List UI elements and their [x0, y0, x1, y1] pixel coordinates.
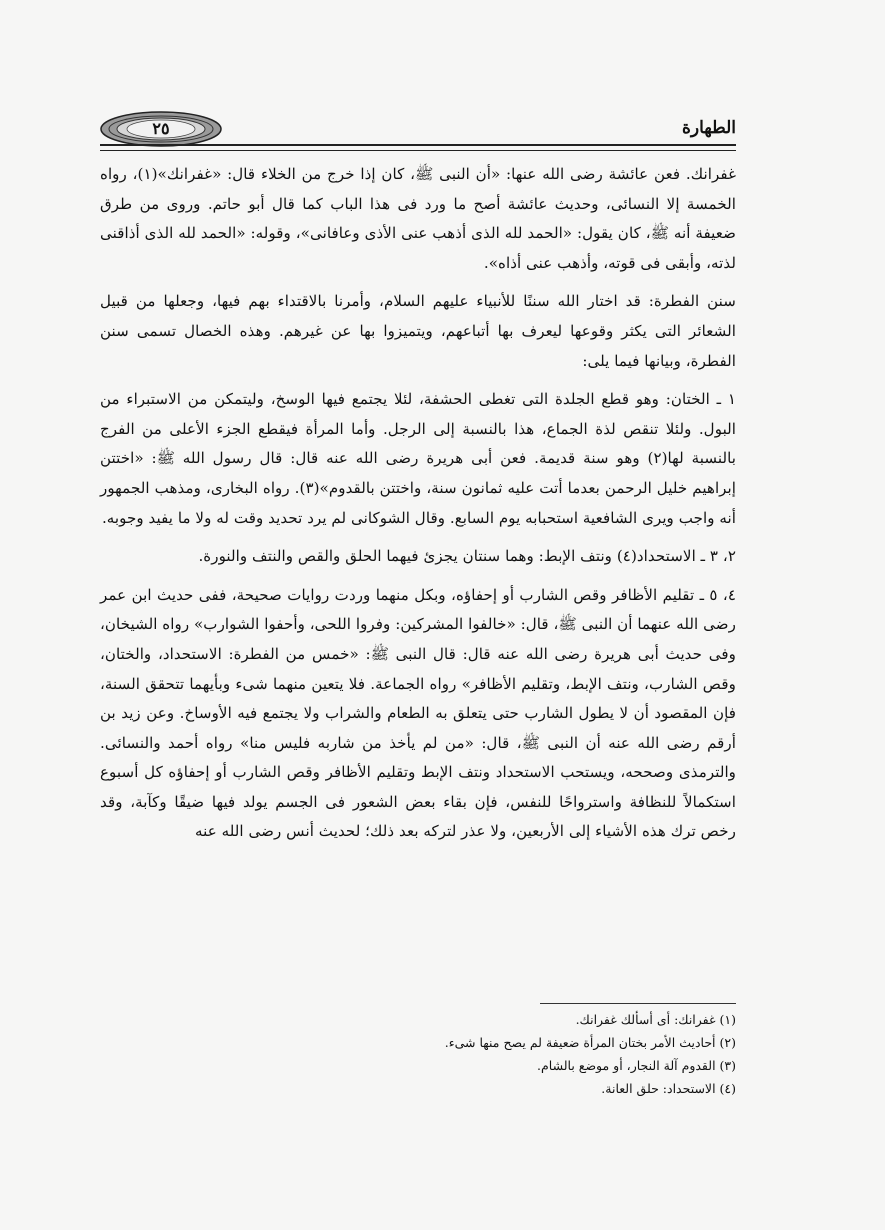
paragraph: سنن الفطرة: قد اختار الله سننًا للأنبياء عليهم السلام، وأمرنا بالاقتداء بهم فيها، وجعلها من قبيل الشعائر التى يكثر وقوعها ليعرف بها أتباعهم، ويتميزوا بها عن غيرهم. وهذه الخصال تسمى سنن الفطرة، وبيانها فيما يلى: — [100, 292, 736, 370]
footnote: (١) غفرانك: أى أسألك غفرانك. — [575, 1012, 736, 1027]
footnote: (٤) الاستحداد: حلق العانة. — [601, 1081, 736, 1096]
section-title: الطهارة — [682, 118, 736, 138]
footnote: (٣) القدوم آلة النجار، أو موضع بالشام. — [537, 1058, 736, 1073]
footnote: (٢) أحاديث الأمر بختان المرأة ضعيفة لم يصح منها شىء. — [444, 1035, 736, 1050]
page-number: ٢٥ — [152, 119, 170, 138]
body-text — [100, 160, 736, 856]
header-rule — [100, 144, 736, 151]
paragraph: ١ ـ الختان: وهو قطع الجلدة التى تغطى الحشفة، لئلا يجتمع فيها الوسخ، وليتمكن من الاستبراء من البول. ولئلا تنقص لذة الجماع، هذا بالنسبة إلى الرجل. وأما المرأة فيقطع الجزء الأعلى من الفرج بالنسبة لها(٢) وهو سنة قديمة. فعن أبى هريرة رضى الله عنه قال: قال رسول الله ﷺ: «اختتن إبراهيم خليل الرحمن بعدما أتت عليه ثمانون سنة، واختتن بالقدوم»(٣). رواه البخارى، ومذهب الجمهور أنه واجب ويرى الشافعية استحبابه يوم السابع. وقال الشوكانى لم يرد تحديد وقت له ولا ما يفيد وجوبه. — [100, 390, 737, 527]
paragraph: ٢، ٣ ـ الاستحداد(٤) ونتف الإبط: وهما سنتان يجزئ فيهما الحلق والقص والنتف والنورة. — [198, 547, 736, 566]
paragraph: غفرانك. فعن عائشة رضى الله عنها: «أن النبى ﷺ، كان إذا خرج من الخلاء قال: «غفرانك»(١)، رواه الخمسة إلا النسائى، وحديث عائشة أصح ما ورد فى هذا الباب كما قال أبو حاتم. وروى من طرق ضعيفة أنه ﷺ، كان يقول: «الحمد لله الذى أذهب عنى الأذى وعافانى»، وقوله: «الحمد لله الذى أذاقنى لذته، وأبقى فى قوته، وأذهب عنى أذاه». — [100, 165, 737, 272]
footnotes — [100, 1008, 736, 1100]
footnote-rule — [540, 1003, 736, 1004]
paragraph: ٤، ٥ ـ تقليم الأظافر وقص الشارب أو إحفاؤه، وبكل منهما وردت روايات صحيحة، ففى حديث ابن عمر رضى الله عنهما أن النبى ﷺ، قال: «خالفوا المشركين: وفروا اللحى، وأحفوا الشوارب» رواه الشيخان، وفى حديث أبى هريرة رضى الله عنه قال: قال النبى ﷺ: «خمس من الفطرة: الاستحداد، والختان، وقص الشارب، ونتف الإبط، وتقليم الأظافر» رواه الجماعة. فلا يتعين منهما شىء وبأيهما تتحقق السنة، فإن المقصود أن لا يطول الشارب حتى يتعلق به الطعام والشراب ولا يجتمع فيه الأوساخ. وعن زيد بن أرقم رضى الله عنه أن النبى ﷺ، قال: «من لم يأخذ من شاربه فليس منا» رواه أحمد والنسائى. والترمذى وصححه، ويستحب الاستحداد ونتف الإبط وتقليم الأظافر وقص الشارب أو إحفاؤه كل أسبوع استكمالاً للنظافة واسترواحًا للنفس، فإن بقاء بعض الشعور فى الجسم يولد فيها ضيقًا وكآبة، وقد رخص ترك هذه الأشياء إلى الأربعين، ولا عذر لتركه بعد ذلك؛ لحديث أنس رضى الله عنه — [100, 585, 736, 841]
